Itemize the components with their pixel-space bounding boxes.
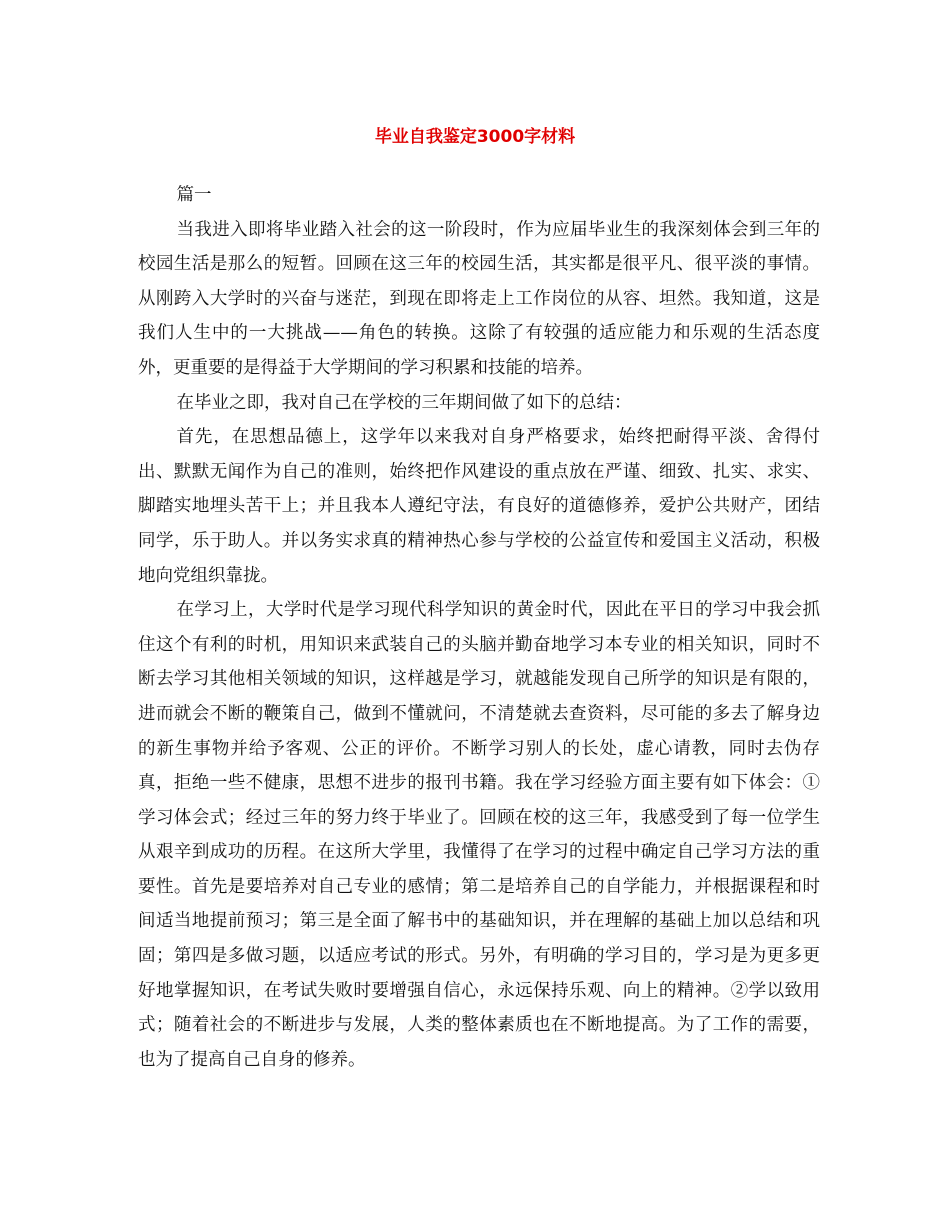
section-label: 篇一 bbox=[176, 185, 212, 205]
paragraph: 首先，在思想品德上，这学年以来我对自身严格要求，始终把耐得平淡、舍得付出、默默无闻作为自己的准则，始终把作风建设的重点放在严谨、细致、扎实、求实、脚踏实地埋头苦干上；并且我本人遵纪守法，有良好的道德修养，爱护公共财产，团结同学，乐于助人。并以务实求真的精神热心参与学校的公益宣传和爱国主义活动，积极地向党组织靠拢。 bbox=[138, 427, 820, 586]
paragraph: 在毕业之即，我对自己在学校的三年期间做了如下的总结： bbox=[176, 392, 632, 413]
document-body bbox=[138, 178, 820, 1077]
paragraph: 当我进入即将毕业踏入社会的这一阶段时，作为应届毕业生的我深刻体会到三年的校园生活是那么的短暂。回顾在这三年的校园生活，其实都是很平凡、很平淡的事情。从刚跨入大学时的兴奋与迷茫，到现在即将走上工作岗位的从容、坦然。我知道，这是我们人生中的一大挑战——角色的转换。这除了有较强的适应能力和乐观的生活态度外，更重要的是得益于大学期间的学习积累和技能的培养。 bbox=[138, 219, 820, 378]
paragraph: 在学习上，大学时代是学习现代科学知识的黄金时代，因此在平日的学习中我会抓住这个有利的时机，用知识来武装自己的头脑并勤奋地学习本专业的相关知识，同时不断去学习其他相关领域的知识，这样越是学习，就越能发现自己所学的知识是有限的，进而就会不断的鞭策自己，做到不懂就问，不清楚就去查资料，尽可能的多去了解身边的新生事物并给予客观、公正的评价。不断学习别人的长处，虚心请教，同时去伪存真，拒绝一些不健康，思想不进步的报刊书籍。我在学习经验方面主要有如下体会：①学习体会式；经过三年的努力终于毕业了。回顾在校的这三年，我感受到了每一位学生从艰辛到成功的历程。在这所大学里，我懂得了在学习的过程中确定自己学习方法的重要性。首先是要培养对自己专业的感情；第二是培养自己的自学能力，并根据课程和时间适当地提前预习；第三是全面了解书中的基础知识，并在理解的基础上加以总结和巩固；第四是多做习题，以适应考试的形式。另外，有明确的学习目的，学习是为更多更好地掌握知识，在考试失败时要增强自信心，永远保持乐观、向上的精神。②学以致用式；随着社会的不断进步与发展，人类的整体素质也在不断地提高。为了工作的需要，也为了提高自己自身的修养。 bbox=[138, 600, 820, 1070]
document-title: 毕业自我鉴定3000字材料 bbox=[374, 127, 576, 147]
